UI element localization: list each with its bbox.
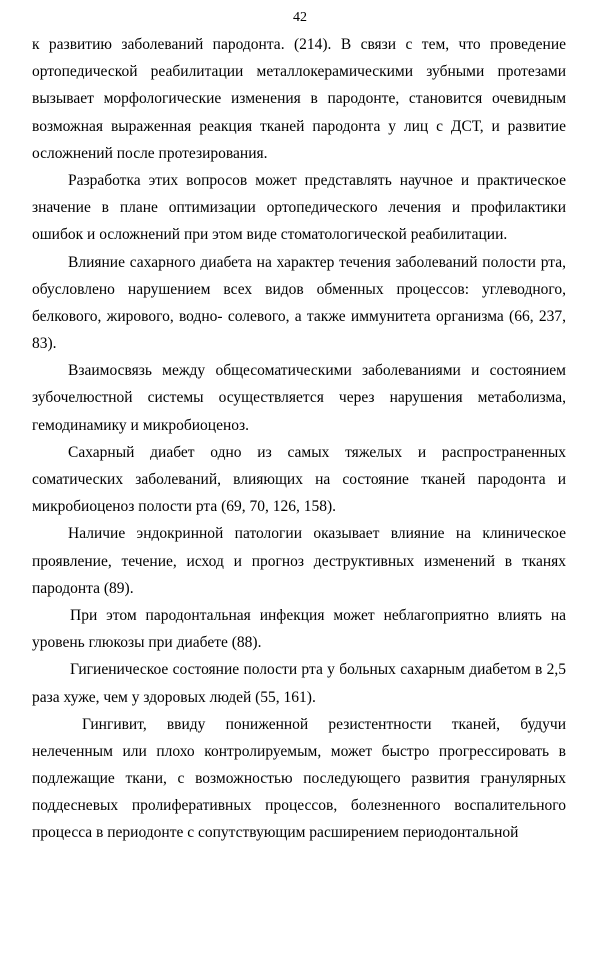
text-line: обусловлено нарушением всех видов обменных процессов: углеводного, bbox=[32, 280, 566, 298]
text-line: соматических заболеваний, влияющих на состояние тканей пародонта и bbox=[32, 471, 566, 488]
body-text bbox=[32, 31, 566, 847]
text-line: При этом пародонтальная инфекция может неблагоприятно влиять на bbox=[70, 606, 566, 624]
paragraph bbox=[32, 31, 566, 167]
text-line: Гигиеническое состояние полости рта у больных сахарным диабетом в 2,5 bbox=[70, 661, 566, 679]
paragraph bbox=[32, 520, 566, 602]
text-line: раза хуже, чем у здоровых людей (55, 161). bbox=[32, 688, 316, 706]
text-line: уровень глюкозы при диабете (88). bbox=[32, 634, 262, 652]
text-line: гемодинамику и микробиоценоз. bbox=[32, 416, 249, 434]
paragraph bbox=[32, 167, 566, 249]
text-line: Гингивит, ввиду пониженной резистентности тканей, будучи bbox=[82, 715, 566, 733]
text-line: значение в плане оптимизации ортопедического лечения и профилактики bbox=[32, 199, 566, 217]
text-line: зубочелюстной системы осуществляется через нарушения метаболизма, bbox=[32, 389, 566, 407]
paragraph bbox=[32, 357, 566, 439]
text-line: осложнений после протезирования. bbox=[32, 144, 268, 162]
text-line: процесса в периодонте с сопутствующим расширением периодонтальной bbox=[32, 824, 519, 842]
text-line: Наличие эндокринной патологии оказывает влияние на клиническое bbox=[68, 525, 566, 543]
text-line: Сахарный диабет одно из самых тяжелых и распространенных bbox=[68, 443, 566, 461]
text-line: микробиоценоз полости рта (69, 70, 126, 158). bbox=[32, 498, 337, 516]
text-line: 83). bbox=[32, 335, 57, 353]
text-line: вызывает морфологические изменения в пародонте, становится очевидным bbox=[32, 90, 566, 108]
text-line: ошибок и осложнений при этом виде стоматологической реабилитации. bbox=[32, 226, 508, 244]
paragraph bbox=[32, 439, 566, 521]
text-line: проявление, течение, исход и прогноз деструктивных изменений в тканях bbox=[32, 552, 566, 570]
paragraph bbox=[32, 656, 566, 710]
text-line: белкового, жирового, водно- солевого, а также иммунитета организма (66, 237, bbox=[32, 307, 566, 325]
text-line: к развитию заболеваний пародонта. (214). В связи с тем, что проведение bbox=[32, 36, 566, 53]
text-line: Влияние сахарного диабета на характер течения заболеваний полости рта, bbox=[68, 253, 566, 271]
paragraph bbox=[32, 711, 566, 847]
text-line: пародонта (89). bbox=[32, 579, 134, 597]
text-line: поддесневых пролиферативных процессов, болезненного воспалительного bbox=[32, 797, 566, 815]
text-line: Разработка этих вопросов может представлять научное и практическое bbox=[68, 171, 566, 189]
text-line: Взаимосвязь между общесоматическими заболеваниями и состоянием bbox=[68, 362, 566, 380]
text-line: возможная выраженная реакция тканей пародонта у лиц с ДСТ, и развитие bbox=[32, 117, 566, 135]
text-line: нелеченным или плохо контролируемым, может быстро прогрессировать в bbox=[32, 742, 566, 760]
paragraph bbox=[32, 249, 566, 358]
page-number: 42 bbox=[293, 10, 307, 25]
paragraph bbox=[32, 602, 566, 656]
text-line: подлежащие ткани, с возможностью последующего развития гранулярных bbox=[32, 770, 566, 788]
text-line: ортопедической реабилитации металлокерамическими зубными протезами bbox=[32, 63, 566, 81]
